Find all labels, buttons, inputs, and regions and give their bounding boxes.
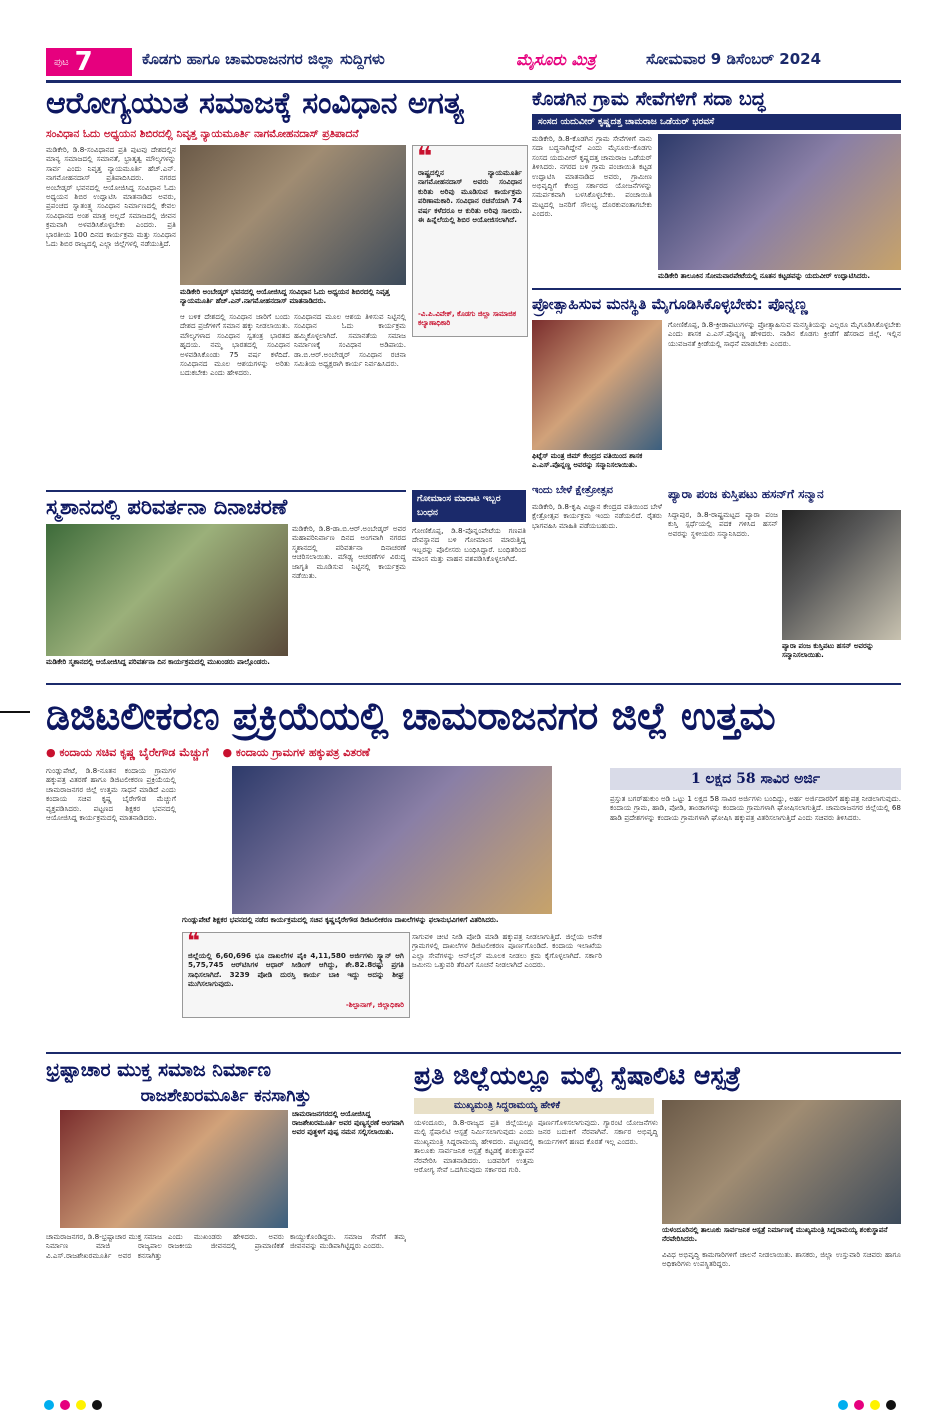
story2-subhead: ಸಂಸದ ಯದುವೀರ್ ಕೃಷ್ಣದತ್ತ ಚಾಮರಾಜ ಒಡೆಯರ್ ಭರವಸೆ [532,114,901,130]
story4-caption: ಮಡಿಕೇರಿ ಸ್ಮಶಾನದಲ್ಲಿ ಆಯೋಜಿಸಿದ್ದ ಪರಿವರ್ತನಾ ದಿನ ಕಾರ್ಯಕ್ರಮದಲ್ಲಿ ಮುಖಂಡರು ಪಾಲ್ಗೊಂಡರು. [46,658,270,666]
bullet-icon: ● [46,746,56,759]
story8-sub1: ಕಂದಾಯ ಸಚಿವ ಕೃಷ್ಣ ಬೈರೇಗೌಡ ಮೆಚ್ಚುಗೆ [59,746,209,759]
divider [46,683,901,685]
registration-dots-right [838,1400,896,1410]
story11-subhead: ಮುಖ್ಯಮಂತ್ರಿ ಸಿದ್ದರಾಮಯ್ಯ ಹೇಳಿಕೆ [454,1100,561,1111]
registration-dot [886,1400,896,1410]
story1-col2: ಆ ಬಳಿಕ ದೇಶದಲ್ಲಿ ಸಂವಿಧಾನ ಜಾರಿಗೆ ಬಂದು ದೇಶದ ಪ್ರಜೆಗಳಿಗೆ ಸಮಾನ ಹಕ್ಕು ನೀಡಲಾಯಿತು. ಮೌಲ್ಯಗಳಾದ ಸಂವಿಧಾನ ಸ್ವತಂತ್ರ ಭಾರತದ ಹೃದಯ. ನಮ್ಮ ಭಾರತದಲ್ಲಿ ಸಂವಿಧಾನ ಅಳವಡಿಸಿಕೊಂಡು 75 ವರ್ಷ ಕಳೆದಿದೆ. ಸಂವಿಧಾನದ ಮೂಲ ಆಶಯಗಳನ್ನು ಅರಿತು ಬದುಕಬೇಕು ಎಂದು ಹೇಳಿದರು. [180,312,290,378]
story11-photo [662,1100,901,1224]
story9-body: ಪ್ರಸ್ತುತ ಬಗರ್‌ಹುಕುಂ ಅಡಿ ಒಟ್ಟು 1 ಲಕ್ಷದ 58 ಸಾವಿರ ಅರ್ಜಿಗಳು ಬಂದಿದ್ದು, ಅರ್ಹ ಅರ್ಜಿದಾರರಿಗೆ ಹಕ್ಕುಪತ್ರ ನೀಡಲಾಗುವುದು. ಕಂದಾಯ ಗ್ರಾಮ, ಹಾಡಿ, ಪೋಡಿ, ತಾಂಡಾಗಳನ್ನು ಕಂದಾಯ ಗ್ರಾಮಗಳಾಗಿ ಘೋಷಿಸಲಾಗುತ್ತಿದೆ. ಚಾಮರಾಜನಗರ ಜಿಲ್ಲೆಯಲ್ಲಿ 68 ಹಾಡಿ ಪ್ರದೇಶಗಳನ್ನು ಕಂದಾಯ ಗ್ರಾಮಗಳಾಗಿ ಘೋಷಿಸಿ ಹಕ್ಕುಪತ್ರ ವಿತರಿಸಲಾಗುತ್ತಿದೆ ಎಂದು ಸಚಿವರು ತಿಳಿಸಿದರು. [610,794,901,822]
story8-caption: ಗುಂಡ್ಲುಪೇಟೆ ಶಿಕ್ಷಕರ ಭವನದಲ್ಲಿ ನಡೆದ ಕಾರ್ಯಕ್ರಮದಲ್ಲಿ ಸಚಿವ ಕೃಷ್ಣಬೈರೇಗೌಡ ಡಿಜಿಟಲೀಕರಣ ದಾಖಲೆಗಳನ್ನು ಫಲಾನುಭವಿಗಳಿಗೆ ವಿತರಿಸಿದರು. [182,916,499,924]
story8-quote-text: ಜಿಲ್ಲೆಯಲ್ಲಿ 6,60,696 ಭೂ ದಾಖಲೆಗಳ ಪೈಕಿ 4,11,580 ಅರ್ಜಿಗಳು ಸ್ಕ್ಯಾನ್ ಆಗಿ 5,75,745 ಆರ್‌ಟಿಸಿಗಳ ಆಧಾರ್ ಸೀಡಿಂಗ್ ಆಗಿದ್ದು, ಶೇ.82.8ರಷ್ಟು ಪ್ರಗತಿ ಸಾಧಿಸಲಾಗಿದೆ. 3239 ಪೋಡಿ ದುರಸ್ತಿ ಕಾರ್ಯ ಬಾಕಿ ಇದ್ದು ಅದನ್ನು ಶೀಘ್ರ ಮುಗಿಸಲಾಗುವುದು. [188,951,404,989]
registration-dots-left [44,1400,102,1410]
story8-col2: ಸಾಗುವಳಿ ಚೀಟಿ ನೀಡಿ ಪೋಡಿ ಮಾಡಿ ಹಕ್ಕುಪತ್ರ ನೀಡಲಾಗುತ್ತಿದೆ. ಜಿಲ್ಲೆಯ ಅನೇಕ ಗ್ರಾಮಗಳಲ್ಲಿ ದಾಖಲೆಗಳ ಡಿಜಿಟಲೀಕರಣ ಪೂರ್ಣಗೊಂಡಿದೆ. ಕಂದಾಯ ಇಲಾಖೆಯ ಎಲ್ಲಾ ಸೇವೆಗಳನ್ನು ಆನ್‌ಲೈನ್ ಮೂಲಕ ನೀಡಲು ಕ್ರಮ ಕೈಗೊಳ್ಳಲಾಗಿದೆ. ಸರ್ಕಾರಿ ಜಮೀನು ಒತ್ತುವರಿ ತೆರವಿಗೆ ಸೂಚನೆ ನೀಡಲಾಗಿದೆ ಎಂದರು. [412,932,602,970]
quote-mark-icon: ❝ [187,929,200,954]
story1-col1: ಮಡಿಕೇರಿ, ಡಿ.8-ಸಂವಿಧಾನದ ಪ್ರತಿ ಪುಟವು ದೇಶದಲ್ಲಿನ ಮಾನ್ಯ ಸಮಾಜದಲ್ಲಿ ಸಮಾನತೆ, ಭ್ರಾತೃತ್ವ ಮೌಲ್ಯಗಳನ್ನು ಸಾರ್ವ ಎಂದು ನಿವೃತ್ತ ನ್ಯಾಯಮೂರ್ತಿ ಹೆಚ್.ಎನ್. ನಾಗಮೋಹನದಾಸ್ ಪ್ರತಿಪಾದಿಸಿದರು. ನಗರದ ಅಂಬೇಡ್ಕರ್ ಭವನದಲ್ಲಿ ಆಯೋಜಿಸಿದ್ದ ಸಂವಿಧಾನ ಓದು ಅಧ್ಯಯನ ಶಿಬಿರ ಉದ್ಘಾಟಿಸಿ ಮಾತನಾಡಿದ ಅವರು, ಪ್ರಪಂಚದ ಸ್ವಾತಂತ್ರ್ಯ ಸಂವಿಧಾನ ನಿರ್ಮಾಣದಲ್ಲಿ ಕೇವಲ ಸಂವಿಧಾನದ ಅಂಶ ಮಾತ್ರ ಅಲ್ಲದೆ ಸಮಾಜದಲ್ಲಿ ಜೀವನ ಕ್ರಮವಾಗಿ ಅಳವಡಿಸಿಕೊಳ್ಳಬೇಕು ಎಂದರು. ಪ್ರತಿ ಭಾರತೀಯ 100 ದಿನದ ಕಾರ್ಯಕ್ರಮ ಮತ್ತು ಸಂವಿಧಾನ ಓದು ಶಿಬಿರ ರಾಜ್ಯದಲ್ಲಿ ಎಲ್ಲಾ ಜಿಲ್ಲೆಗಳಲ್ಲಿ ನಡೆಯುತ್ತಿದೆ. [46,145,176,249]
registration-dot [838,1400,848,1410]
story6-headline: ಇಂದು ಬೇಳೆ ಕ್ಷೇತ್ರೋತ್ಸವ [532,485,613,496]
story8-photo [232,766,552,914]
story4-photo [46,524,288,656]
page-tag [46,48,132,76]
story1-photo [180,145,406,285]
story1-caption: ಮಡಿಕೇರಿ ಅಂಬೇಡ್ಕರ್ ಭವನದಲ್ಲಿ ಆಯೋಜಿಸಿದ್ದ ಸಂವಿಧಾನ ಓದು ಅಧ್ಯಯನ ಶಿಬಿರದಲ್ಲಿ ನಿವೃತ್ತ ನ್ಯಾಯಮೂರ್ತಿ ಹೆಚ್.ಎನ್.ನಾಗಮೋಹನದಾಸ್ ಮಾತನಾಡಿದರು. [180,288,390,305]
story8-col1: ಗುಂಡ್ಲುಪೇಟೆ, ಡಿ.8-ನೂತನ ಕಂದಾಯ ಗ್ರಾಮಗಳ ಹಕ್ಕುಪತ್ರ ವಿತರಣೆ ಹಾಗೂ ಡಿಜಿಟಲೀಕರಣ ಪ್ರಕ್ರಿಯೆಯಲ್ಲಿ ಚಾಮರಾಜನಗರ ಜಿಲ್ಲೆ ಉತ್ತಮ ಸಾಧನೆ ಮಾಡಿದೆ ಎಂದು ಕಂದಾಯ ಸಚಿವ ಕೃಷ್ಣ ಬೈರೇಗೌಡ ಮೆಚ್ಚುಗೆ ವ್ಯಕ್ತಪಡಿಸಿದರು. ಪಟ್ಟಣದ ಶಿಕ್ಷಕರ ಭವನದಲ್ಲಿ ಆಯೋಜಿಸಿದ್ದ ಕಾರ್ಯಕ್ರಮದಲ್ಲಿ ಮಾತನಾಡಿದರು. [46,766,176,823]
story2-caption: ಮಡಿಕೇರಿ ತಾಲೂಕಿನ ಸೋಮವಾರಪೇಟೆಯಲ್ಲಿ ನೂತನ ಕಟ್ಟಡವನ್ನು ಯದುವೀರ್ ಉದ್ಘಾಟಿಸಿದರು. [658,272,871,280]
story1-quote-box [412,142,528,337]
story5-headline: ಗೋಮಾಂಸ ಮಾರಾಟ ಇಬ್ಬರ ಬಂಧನ [417,494,501,518]
story9-headline-box [610,768,901,790]
story11-caption: ಯಳಂದೂರಿನಲ್ಲಿ ತಾಲೂಕು ಸಾರ್ವಜನಿಕ ಆಸ್ಪತ್ರೆ ನಿರ್ಮಾಣಕ್ಕೆ ಮುಖ್ಯಮಂತ್ರಿ ಸಿದ್ದರಾಮಯ್ಯ ಶಂಕುಸ್ಥಾಪನೆ ನೆರವೇರಿಸಿದರು. [662,1226,888,1243]
story4-body: ಮಡಿಕೇರಿ, ಡಿ.8-ಡಾ.ಬಿ.ಆರ್.ಅಂಬೇಡ್ಕರ್ ಅವರ ಮಹಾಪರಿನಿರ್ವಾಣ ದಿನದ ಅಂಗವಾಗಿ ನಗರದ ಸ್ಮಶಾನದಲ್ಲಿ ಪರಿವರ್ತನಾ ದಿನಾಚರಣೆ ಆಚರಿಸಲಾಯಿತು. ಮೌಢ್ಯ ಆಚರಣೆಗಳ ವಿರುದ್ಧ ಜಾಗೃತಿ ಮೂಡಿಸುವ ನಿಟ್ಟಿನಲ್ಲಿ ಕಾರ್ಯಕ್ರಮ ನಡೆಯಿತು. [292,524,406,581]
issue-date: ಸೋಮವಾರ 9 ಡಿಸೆಂಬರ್ 2024 [646,50,822,68]
story2-headline: ಕೊಡಗಿನ ಗ್ರಾಮ ಸೇವೆಗಳಿಗೆ ಸದಾ ಬದ್ಧ [532,88,766,110]
story10-headline1: ಭ್ರಷ್ಟಾಚಾರ ಮುಕ್ತ ಸಮಾಜ ನಿರ್ಮಾಣ [46,1059,271,1081]
story11-col2: ಪೂರ್ಣಗೊಳಿಸಲಾಗುವುದು. ಗ್ಯಾರಂಟಿ ಯೋಜನೆಗಳು ಜನರ ಬದುಕಿಗೆ ನೆರವಾಗಿವೆ. ಸರ್ಕಾರ ಅಭಿವೃದ್ಧಿ ಕಾರ್ಯಗಳಿಗೆ ಹಣದ ಕೊರತೆ ಇಲ್ಲ ಎಂದರು. [538,1118,658,1146]
story9-headline: 1 ಲಕ್ಷದ 58 ಸಾವಿರ ಅರ್ಜಿ [690,771,821,787]
story7-headline: ಪ್ಯಾರಾ ಪಂಜ ಕುಸ್ತಿಪಟು ಹಸನ್‌ಗೆ ಸನ್ಮಾನ [668,487,824,501]
trim-mark [0,711,30,713]
story7-caption: ಪ್ಯಾರಾ ಪಂಜ ಕುಸ್ತಿಪಟು ಹಸನ್ ಅವರನ್ನು ಸನ್ಮಾನಿಸಲಾಯಿತು. [782,642,874,659]
story1-headline: ಆರೋಗ್ಯಯುತ ಸಮಾಜಕ್ಕೆ ಸಂವಿಧಾನ ಅಗತ್ಯ [46,86,464,121]
story3-caption: ಫಿಟ್ನೆಸ್ ಮಂತ್ರ ಜಿಮ್ ಕೇಂದ್ರದ ವತಿಯಿಂದ ಶಾಸಕ ಎ.ಎಸ್.ಪೊನ್ನಣ್ಣ ಅವರನ್ನು ಸನ್ಮಾನಿಸಲಾಯಿತು. [532,452,643,469]
story8-subheads [46,744,606,762]
story4-headline: ಸ್ಮಶಾನದಲ್ಲಿ ಪರಿವರ್ತನಾ ದಿನಾಚರಣೆ [46,490,406,522]
story7-body: ಸಿದ್ದಾಪುರ, ಡಿ.8-ರಾಷ್ಟ್ರಮಟ್ಟದ ಪ್ಯಾರಾ ಪಂಜ ಕುಸ್ತಿ ಸ್ಪರ್ಧೆಯಲ್ಲಿ ಪದಕ ಗಳಿಸಿದ ಹಸನ್ ಅವರನ್ನು ಸ್ಥಳೀಯರು ಸನ್ಮಾನಿಸಿದರು. [668,510,778,538]
page-number: 7 [74,47,93,77]
story8-quote-author: -ಶಿಲ್ಪಾನಾಗ್, ಜಿಲ್ಲಾಧಿಕಾರಿ [345,1001,404,1009]
bullet-icon: ● [222,746,233,759]
story8-quote-box [182,929,410,1018]
story11-headline: ಪ್ರತಿ ಜಿಲ್ಲೆಯಲ್ಲೂ ಮಲ್ಟಿ ಸ್ಪೆಷಾಲಿಟಿ ಆಸ್ಪತ್ರೆ [414,1061,741,1090]
page-word: ಪುಟ [54,56,69,68]
registration-dot [870,1400,880,1410]
story11-col3: ವಿವಿಧ ಅಭಿವೃದ್ಧಿ ಕಾಮಗಾರಿಗಳಿಗೆ ಚಾಲನೆ ನೀಡಲಾಯಿತು. ಶಾಸಕರು, ಜಿಲ್ಲಾ ಉಸ್ತುವಾರಿ ಸಚಿವರು ಹಾಗೂ ಅಧಿಕಾರಿಗಳು ಉಪಸ್ಥಿತರಿದ್ದರು. [662,1250,901,1269]
story1-subhead: ಸಂವಿಧಾನ ಓದು ಅಧ್ಯಯನ ಶಿಬಿರದಲ್ಲಿ ನಿವೃತ್ತ ನ್ಯಾಯಮೂರ್ತಿ ನಾಗಮೋಹನದಾಸ್ ಪ್ರತಿಪಾದನೆ [46,128,359,140]
masthead [46,44,901,83]
quote-mark-icon: ❝ [417,142,433,172]
registration-dot [92,1400,102,1410]
story7-photo [782,510,901,640]
story6-body: ಮಡಿಕೇರಿ, ಡಿ.8-ಕೃಷಿ ವಿಜ್ಞಾನ ಕೇಂದ್ರದ ವತಿಯಿಂದ ಬೇಳೆ ಕ್ಷೇತ್ರೋತ್ಸವ ಕಾರ್ಯಕ್ರಮ ಇಂದು ನಡೆಯಲಿದೆ. ರೈತರು ಭಾಗವಹಿಸಿ ಮಾಹಿತಿ ಪಡೆಯಬಹುದು. [532,502,662,530]
registration-dot [76,1400,86,1410]
story5-body: ಗೋಣಿಕೊಪ್ಪ, ಡಿ.8-ಪೊನ್ನಂಪೇಟೆಯ ಗಣಪತಿ ದೇವಸ್ಥಾನದ ಬಳಿ ಗೋಮಾಂಸ ಮಾರುತ್ತಿದ್ದ ಇಬ್ಬರನ್ನು ಪೊಲೀಸರು ಬಂಧಿಸಿದ್ದಾರೆ. ಬಂಧಿತರಿಂದ ಮಾಂಸ ಮತ್ತು ವಾಹನ ವಶಪಡಿಸಿಕೊಳ್ಳಲಾಗಿದೆ. [412,526,526,564]
story10-body: ಚಾಮರಾಜನಗರ, ಡಿ.8-ಭ್ರಷ್ಟಾಚಾರ ಮುಕ್ತ ಸಮಾಜ ನಿರ್ಮಾಣ ಮಾಜಿ ರಾಜ್ಯಪಾಲ ವಿ.ಎಸ್.ರಾಜಶೇಖರಮೂರ್ತಿ ಅವರ ಕನಸಾಗಿತ್ತು ಎಂದು ಮುಖಂಡರು ಹೇಳಿದರು. ಅವರು ರಾಜಕೀಯ ಜೀವನದಲ್ಲಿ ಪ್ರಾಮಾಣಿಕತೆ ಕಾಯ್ದುಕೊಂಡಿದ್ದರು. ಸಮಾಜ ಸೇವೆಗೆ ತಮ್ಮ ಜೀವನವನ್ನು ಮುಡಿಪಾಗಿಟ್ಟಿದ್ದರು ಎಂದರು. [46,1232,406,1260]
story8-headline: ಡಿಜಿಟಲೀಕರಣ ಪ್ರಕ್ರಿಯೆಯಲ್ಲಿ ಚಾಮರಾಜನಗರ ಜಿಲ್ಲೆ ಉತ್ತಮ [46,694,776,738]
story3-photo [532,320,662,450]
story1-quote-text: ರಾಷ್ಟ್ರದಲ್ಲಿನ ನ್ಯಾಯಮೂರ್ತಿ ನಾಗಮೋಹನದಾಸ್ ಅವರು ಸಂವಿಧಾನ ಕುರಿತು ಅರಿವು ಮೂಡಿಸುವ ಕಾರ್ಯಕ್ರಮ ಪರಿಣಾಮಕಾರಿ. ಸಂವಿಧಾನ ರಚನೆಯಾಗಿ 74 ವರ್ಷ ಕಳೆದರೂ ಆ ಕುರಿತು ಅರಿವು ಸಾಲದು. ಈ ಹಿನ್ನೆಲೆಯಲ್ಲಿ ಶಿಬಿರ ಆಯೋಜಿಸಲಾಗಿದೆ. [418,168,522,225]
story1-quote-author: -ವಿ.ಪಿ.ವಿವೇಕ್, ಕೊಡಗು ಜಿಲ್ಲಾ ಸಾಮಾಜಿಕ ಕಲ್ಯಾಣಾಧಿಕಾರಿ [418,310,517,327]
story2-body: ಮಡಿಕೇರಿ, ಡಿ.8-ಕೊಡಗಿನ ಗ್ರಾಮ ಸೇವೆಗಳಿಗೆ ನಾನು ಸದಾ ಬದ್ಧನಾಗಿದ್ದೇನೆ ಎಂದು ಮೈಸೂರು-ಕೊಡಗು ಸಂಸದ ಯದುವೀರ್ ಕೃಷ್ಣದತ್ತ ಚಾಮರಾಜ ಒಡೆಯರ್ ತಿಳಿಸಿದರು. ನಗರದ ಬಳಿ ಗ್ರಾಮ ಪಂಚಾಯಿತಿ ಕಟ್ಟಡ ಉದ್ಘಾಟಿಸಿ ಮಾತನಾಡಿದ ಅವರು, ಗ್ರಾಮೀಣ ಅಭಿವೃದ್ಧಿಗೆ ಕೇಂದ್ರ ಸರ್ಕಾರದ ಯೋಜನೆಗಳನ್ನು ಸಮರ್ಪಕವಾಗಿ ಬಳಸಿಕೊಳ್ಳಬೇಕು. ಪಂಚಾಯಿತಿ ಮಟ್ಟದಲ್ಲಿ ಜನರಿಗೆ ಸೌಲಭ್ಯ ದೊರಕುವಂತಾಗಬೇಕು ಎಂದರು. [532,134,652,219]
paper-name: ಮೈಸೂರು ಮಿತ್ರ [516,50,596,69]
story11-subhead-box [414,1098,654,1114]
registration-dot [60,1400,70,1410]
story10-headline2: ರಾಜಶೇಖರಮೂರ್ತಿ ಕನಸಾಗಿತ್ತು [140,1086,312,1106]
story1-col3: ಸಂವಿಧಾನದ ಮೂಲ ಆಶಯ ತಿಳಿಸುವ ನಿಟ್ಟಿನಲ್ಲಿ ಸಂವಿಧಾನ ಓದು ಕಾರ್ಯಕ್ರಮ ಹಮ್ಮಿಕೊಳ್ಳಲಾಗಿದೆ. ಸಮಾನತೆಯ ಸಮಾಜ ನಿರ್ಮಾಣಕ್ಕೆ ಸಂವಿಧಾನ ಅಡಿಪಾಯ. ಡಾ.ಬಿ.ಆರ್.ಅಂಬೇಡ್ಕರ್ ಸಂವಿಧಾನ ರಚನಾ ಸಮಿತಿಯ ಅಧ್ಯಕ್ಷರಾಗಿ ಕಾರ್ಯ ನಿರ್ವಹಿಸಿದರು. [294,312,406,369]
story11-col1: ಯಳಂದೂರು, ಡಿ.8-ರಾಜ್ಯದ ಪ್ರತಿ ಜಿಲ್ಲೆಯಲ್ಲೂ ಮಲ್ಟಿ ಸ್ಪೆಷಾಲಿಟಿ ಆಸ್ಪತ್ರೆ ನಿರ್ಮಿಸಲಾಗುವುದು ಎಂದು ಮುಖ್ಯಮಂತ್ರಿ ಸಿದ್ದರಾಮಯ್ಯ ಹೇಳಿದರು. ಪಟ್ಟಣದಲ್ಲಿ ತಾಲೂಕು ಸಾರ್ವಜನಿಕ ಆಸ್ಪತ್ರೆ ಕಟ್ಟಡಕ್ಕೆ ಶಂಕುಸ್ಥಾಪನೆ ನೆರವೇರಿಸಿ ಮಾತನಾಡಿದರು. ಬಡವರಿಗೆ ಉತ್ತಮ ಆರೋಗ್ಯ ಸೇವೆ ಒದಗಿಸುವುದು ಸರ್ಕಾರದ ಗುರಿ. [414,1118,534,1175]
story3-body: ಗೋಣಿಕೊಪ್ಪ, ಡಿ.8-ಕ್ರೀಡಾಪಟುಗಳನ್ನು ಪ್ರೋತ್ಸಾಹಿಸುವ ಮನಸ್ಥಿತಿಯನ್ನು ಎಲ್ಲರೂ ಮೈಗೂಡಿಸಿಕೊಳ್ಳಬೇಕು ಎಂದು ಶಾಸಕ ಎ.ಎಸ್.ಪೊನ್ನಣ್ಣ ಹೇಳಿದರು. ನಾಡಿನ ಕೊಡಗು ಕ್ರೀಡೆಗೆ ಹೆಸರಾದ ಜಿಲ್ಲೆ. ಇಲ್ಲಿನ ಯುವಜನತೆ ಕ್ರೀಡೆಯಲ್ಲಿ ಸಾಧನೆ ಮಾಡಬೇಕು ಎಂದರು. [668,320,901,348]
story10-side-caption: ಚಾಮರಾಜನಗರದಲ್ಲಿ ಆಯೋಜಿಸಿದ್ದ ರಾಜಶೇಖರಮೂರ್ತಿ ಅವರ ಪುಣ್ಯಸ್ಮರಣೆ ಅಂಗವಾಗಿ ಅವರ ಪುತ್ಥಳಿಗೆ ಪುಷ್ಪ ನಮನ ಸಲ್ಲಿಸಲಾಯಿತು. [292,1110,404,1136]
section-title: ಕೊಡಗು ಹಾಗೂ ಚಾಮರಾಜನಗರ ಜಿಲ್ಲಾ ಸುದ್ದಿಗಳು [142,50,385,68]
story2-photo [658,134,901,270]
registration-dot [44,1400,54,1410]
story10-photo [60,1110,288,1228]
story8-sub2: ಕಂದಾಯ ಗ್ರಾಮಗಳ ಹಕ್ಕುಪತ್ರ ವಿತರಣೆ [235,746,370,759]
divider [46,1052,901,1054]
registration-dot [854,1400,864,1410]
story3-headline: ಪ್ರೋತ್ಸಾಹಿಸುವ ಮನಸ್ಥಿತಿ ಮೈಗೂಡಿಸಿಕೊಳ್ಳಬೇಕು: ಪೊನ್ನಣ್ಣ [532,288,901,318]
story5-headline-box [412,490,526,522]
